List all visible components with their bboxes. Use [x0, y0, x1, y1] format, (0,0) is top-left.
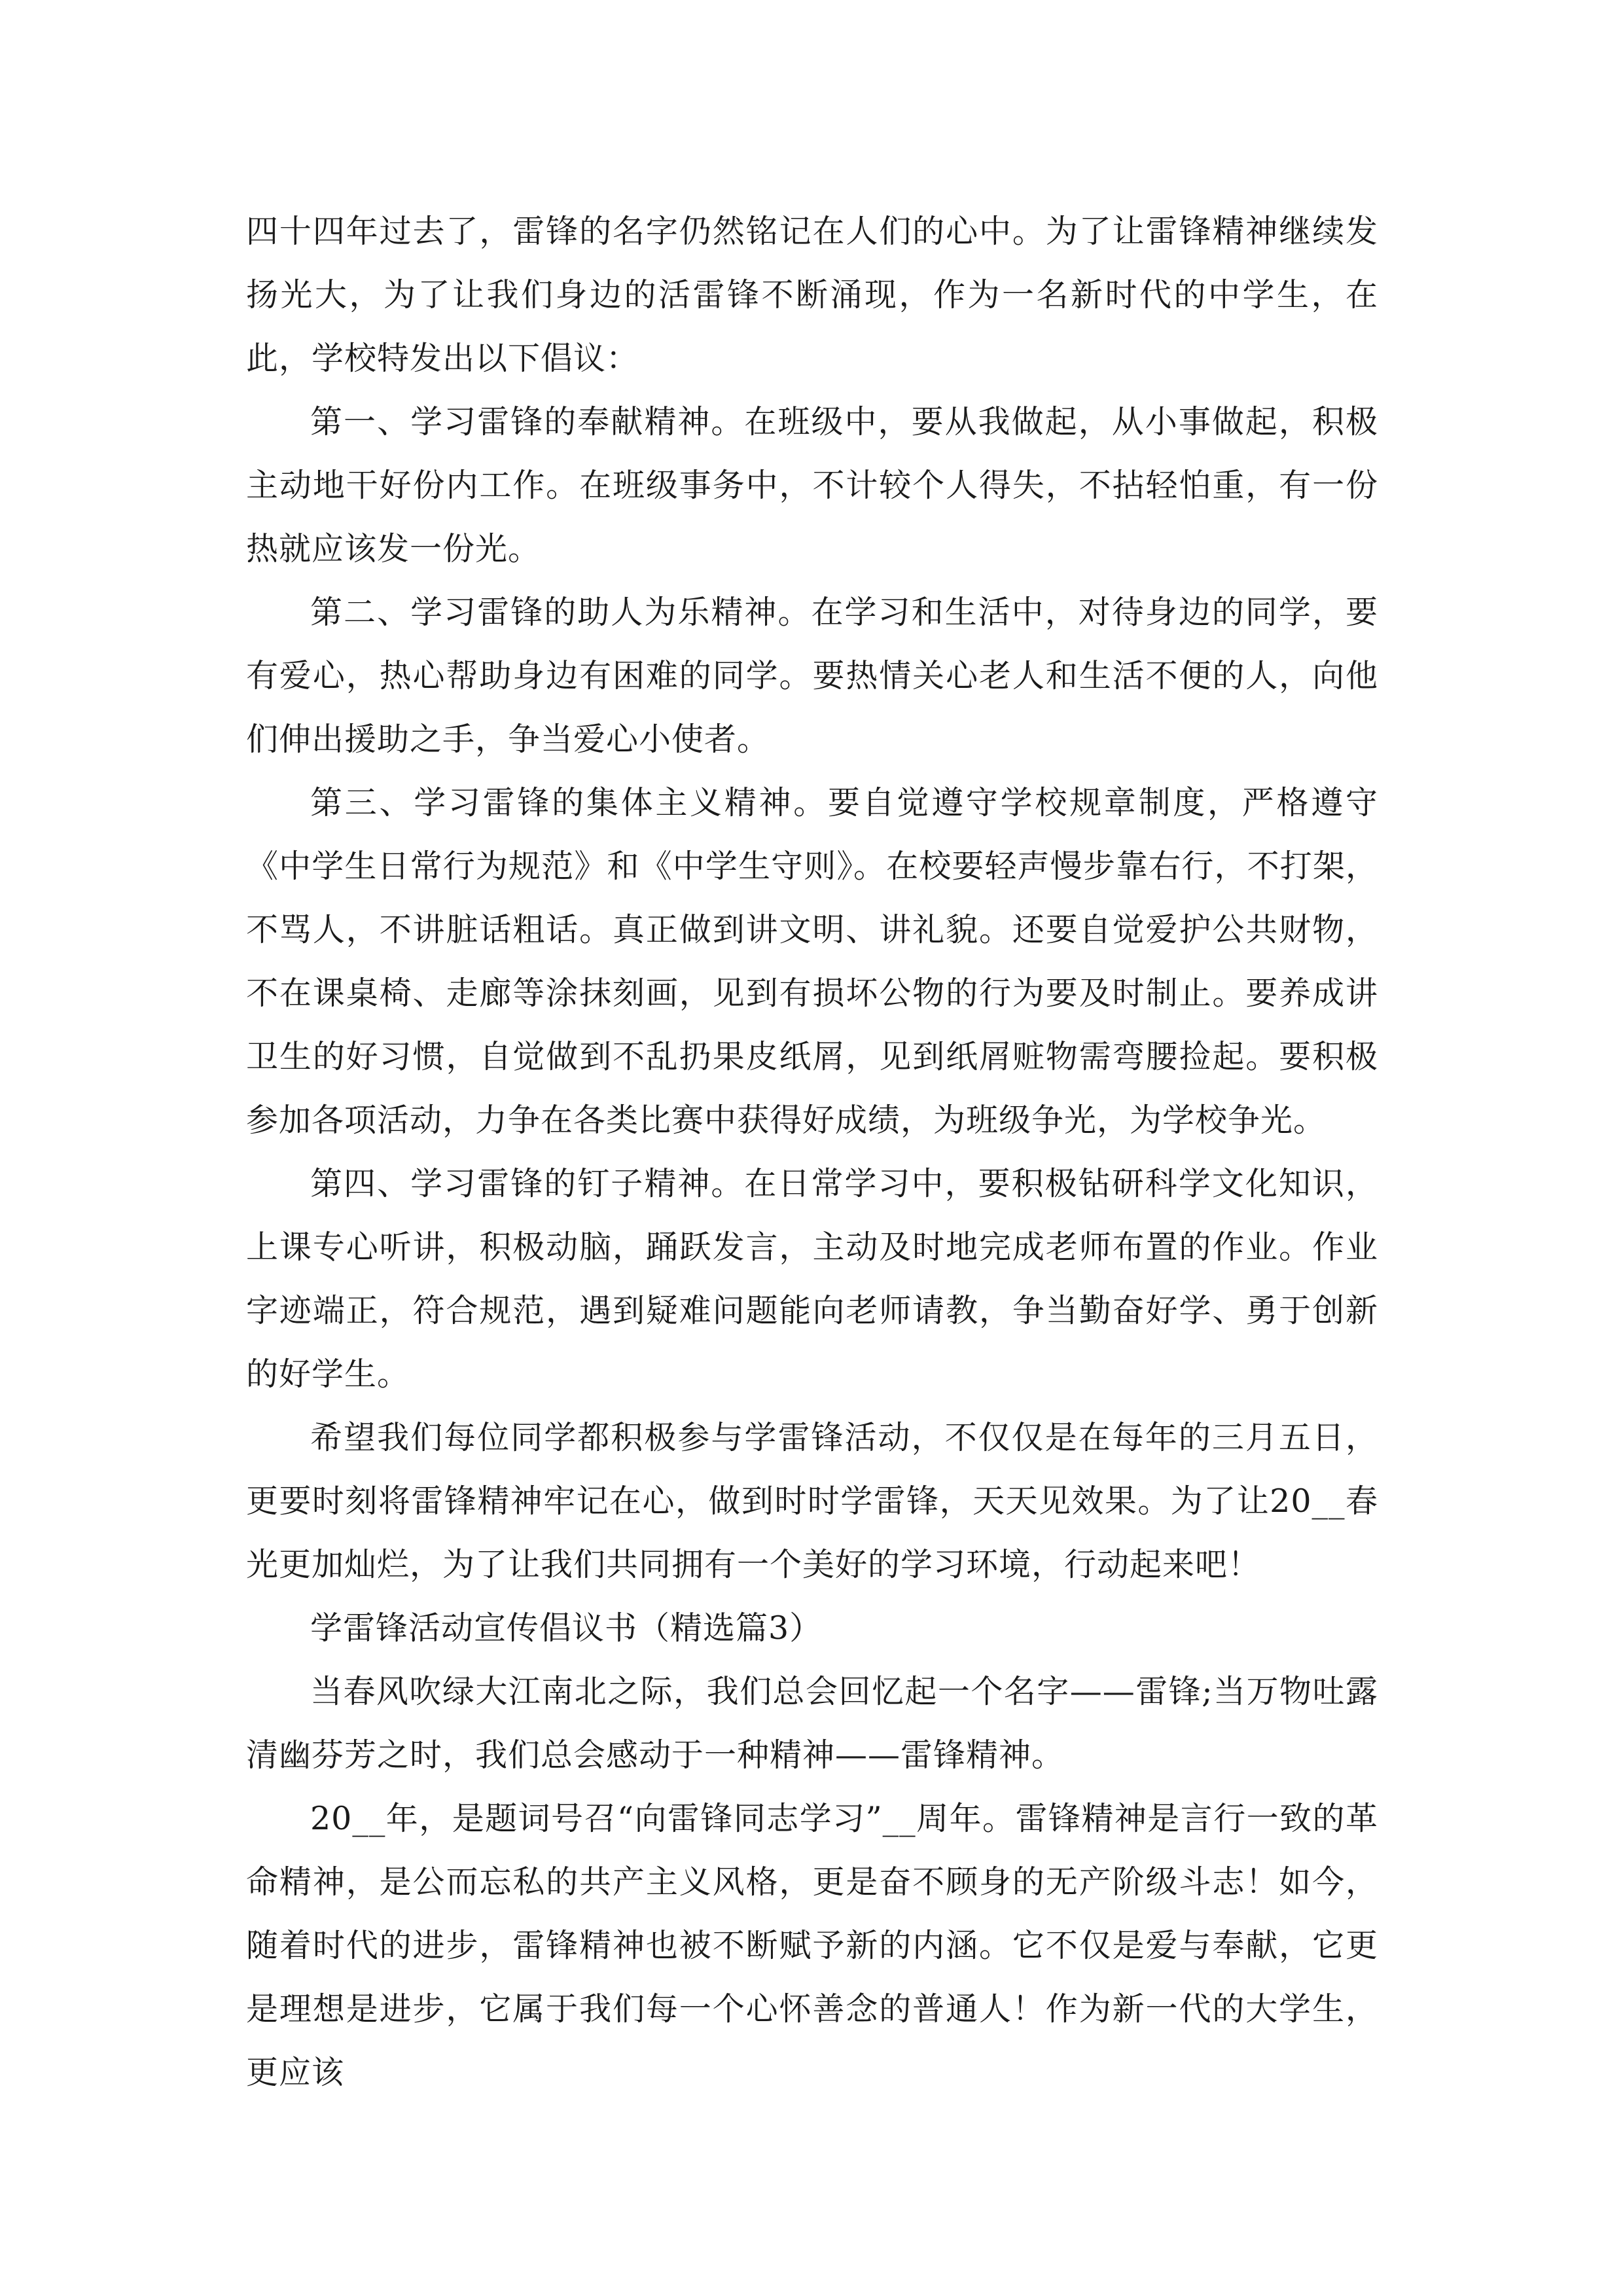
- proposal-two-paragraph: 第二、学习雷锋的助人为乐精神。在学习和生活中，对待身边的同学，要有爱心，热心帮助身边有困难的同学。要热情关心老人和生活不便的人，向他们伸出援助之手，争当爱心小使者。: [246, 594, 1378, 758]
- intro-paragraph: 四十四年过去了，雷锋的名字仍然铭记在人们的心中。为了让雷锋精神继续发扬光大，为了让我们身边的活雷锋不断涌现，作为一名新时代的中学生，在此，学校特发出以下倡议：: [246, 213, 1378, 377]
- document-body: [246, 200, 1378, 2104]
- section-paragraph-two: 20__年，是题词号召“向雷锋同志学习”__周年。雷锋精神是言行一致的革命精神，是公而忘私的共产主义风格，更是奋不顾身的无产阶级斗志！如今，随着时代的进步，雷锋精神也被不断赋予新的内涵。它不仅是爱与奉献，它更是理想是进步，它属于我们每一个心怀善念的普通人！作为新一代的大学生，更应该: [246, 1800, 1378, 2091]
- proposal-one-paragraph: 第一、学习雷锋的奉献精神。在班级中，要从我做起，从小事做起，积极主动地干好份内工作。在班级事务中，不计较个人得失，不拈轻怕重，有一份热就应该发一份光。: [246, 403, 1378, 567]
- proposal-four-paragraph: 第四、学习雷锋的钉子精神。在日常学习中，要积极钻研科学文化知识，上课专心听讲，积极动脑，踊跃发言，主动及时地完成老师布置的作业。作业字迹端正，符合规范，遇到疑难问题能向老师请教，争当勤奋好学、勇于创新的好学生。: [246, 1165, 1378, 1393]
- section-heading: 学雷锋活动宣传倡议书（精选篇3）: [310, 1609, 823, 1647]
- proposal-three-paragraph: 第三、学习雷锋的集体主义精神。要自觉遵守学校规章制度，严格遵守《中学生日常行为规范》和《中学生守则》。在校要轻声慢步靠右行，不打架，不骂人，不讲脏话粗话。真正做到讲文明、讲礼貌。还要自觉爱护公共财物，不在课桌椅、走廊等涂抹刻画，见到有损坏公物的行为要及时制止。要养成讲卫生的好习惯，自觉做到不乱扔果皮纸屑，见到纸屑赃物需弯腰捡起。要积极参加各项活动，力争在各类比赛中获得好成绩，为班级争光，为学校争光。: [246, 784, 1378, 1139]
- section-paragraph-one: 当春风吹绿大江南北之际，我们总会回忆起一个名字——雷锋;当万物吐露清幽芬芳之时，我们总会感动于一种精神——雷锋精神。: [246, 1673, 1378, 1774]
- closing-paragraph: 希望我们每位同学都积极参与学雷锋活动，不仅仅是在每年的三月五日，更要时刻将雷锋精神牢记在心，做到时时学雷锋，天天见效果。为了让20__春光更加灿烂，为了让我们共同拥有一个美好的学习环境，行动起来吧！: [246, 1419, 1378, 1583]
